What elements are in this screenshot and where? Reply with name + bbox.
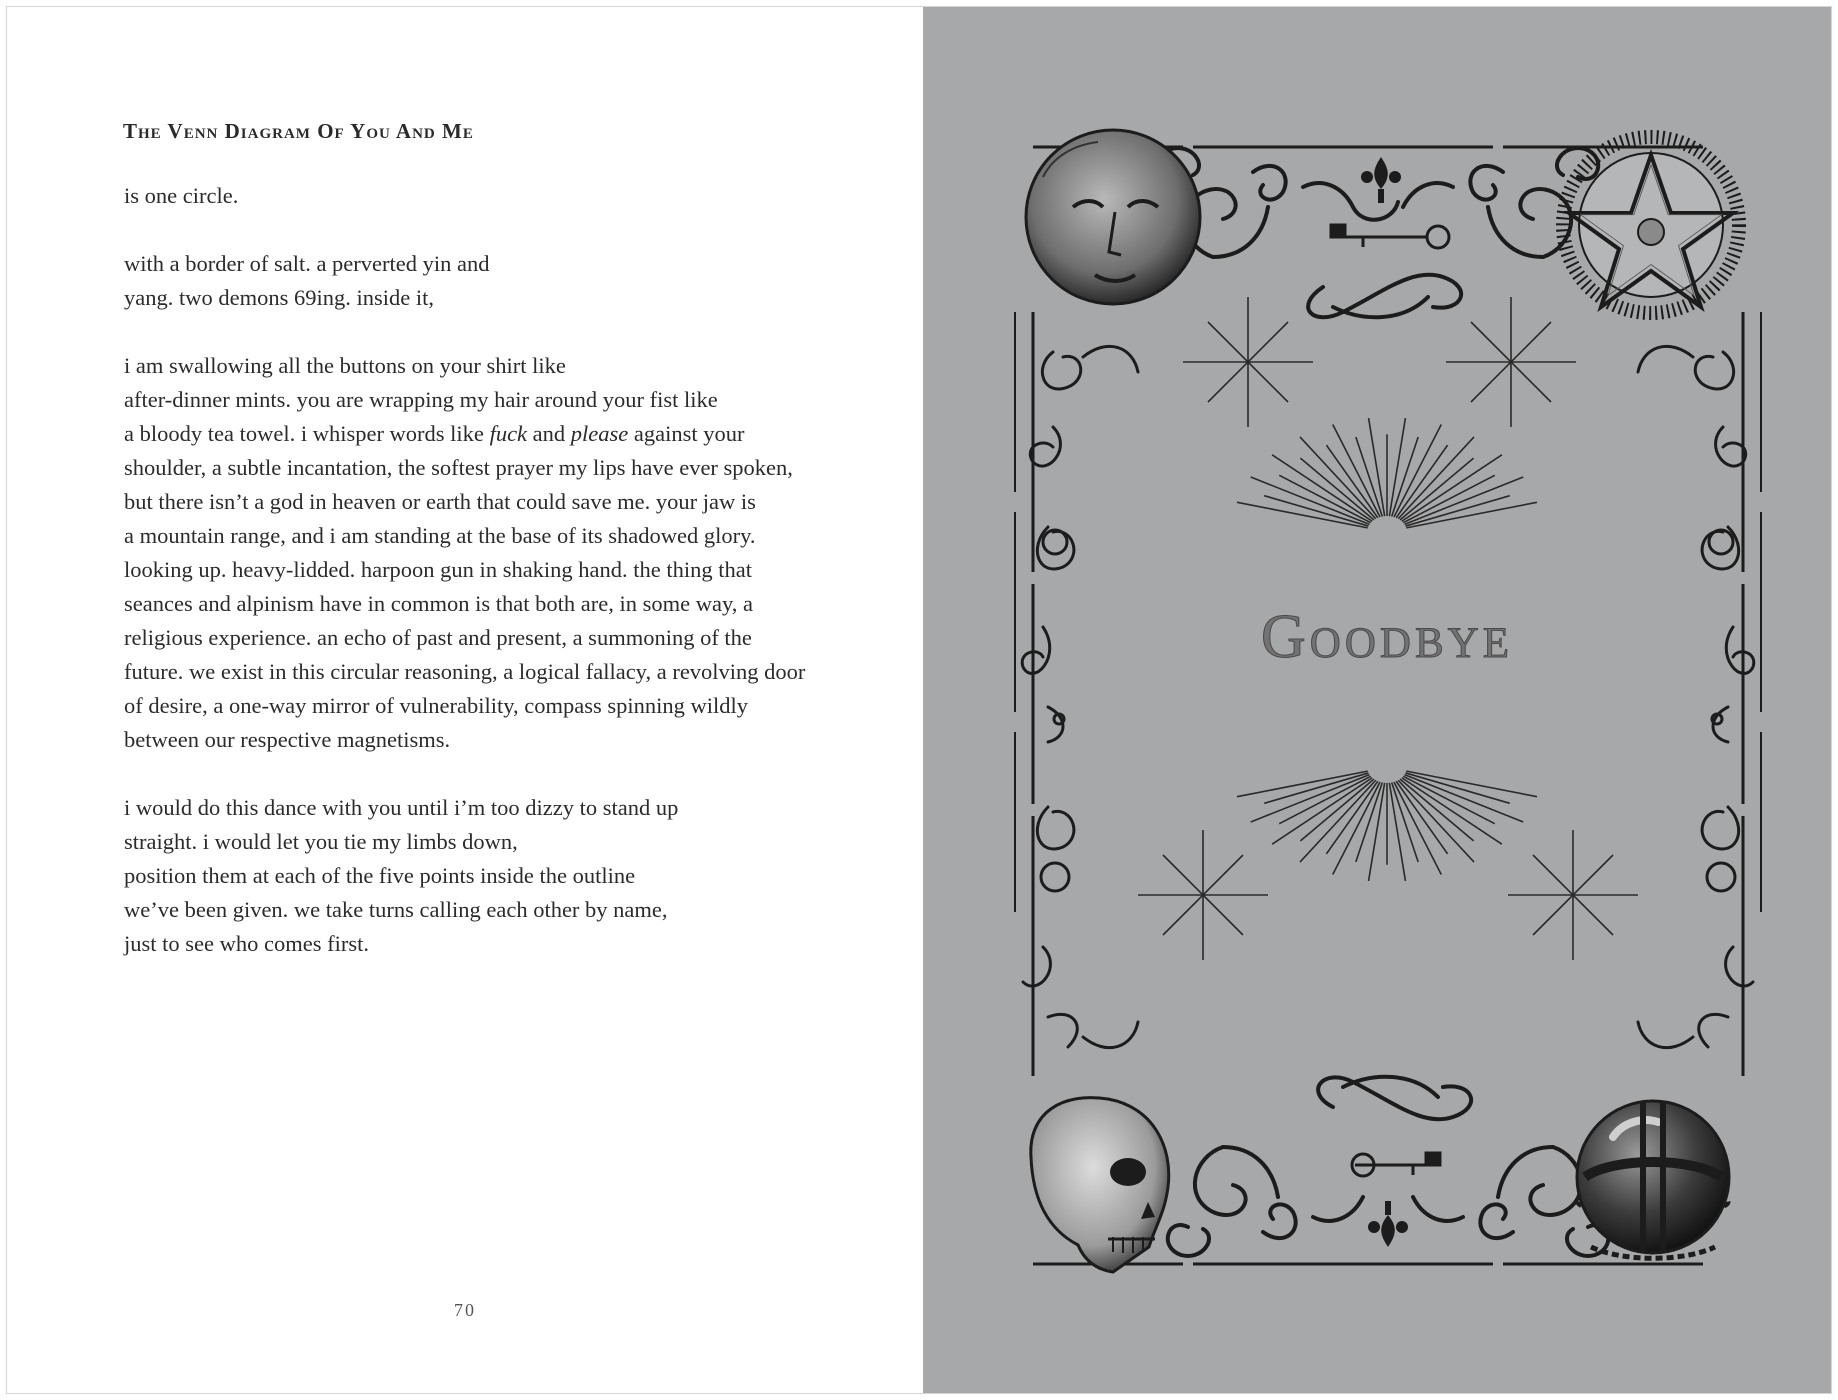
poem-line: position them at each of the five points inside the outline <box>124 863 636 888</box>
poem-line: of desire, a one-way mirror of vulnerability, compass spinning wildly <box>124 693 749 718</box>
page-number: 70 <box>454 1300 476 1320</box>
emphasis-word: fuck <box>489 421 528 446</box>
right-page <box>923 7 1831 1393</box>
stanza-2 <box>124 247 824 315</box>
poem-line: but there isn’t a god in heaven or earth that could save me. your jaw is <box>124 489 756 514</box>
poem-line-with-emphasis <box>124 417 824 451</box>
poem-line: i am swallowing all the buttons on your shirt like <box>124 353 566 378</box>
poem-line: after-dinner mints. you are wrapping my hair around your fist like <box>124 387 718 412</box>
line-text: against your <box>628 421 745 446</box>
poem-line: seances and alpinism have in common is that both are, in some way, a <box>124 591 754 616</box>
sunburst-rays-bottom-icon <box>1237 771 1537 881</box>
poem-line: a mountain range, and i am standing at the base of its shadowed glory. <box>124 523 756 548</box>
line-text: a bloody tea towel. i whisper words like <box>124 421 490 446</box>
sunburst-rays-top-icon <box>1237 418 1537 528</box>
poem-line: we’ve been given. we take turns calling each other by name, <box>124 897 668 922</box>
chapter-title: Goodbye <box>1261 603 1513 671</box>
poem-line: yang. two demons 69ing. inside it, <box>124 285 434 310</box>
poem-body <box>124 179 824 995</box>
poem-line: religious experience. an echo of past and present, a summoning of the <box>124 625 752 650</box>
book-spread <box>6 6 1832 1394</box>
emphasis-word: please <box>570 421 629 446</box>
skull-icon <box>1031 1098 1169 1272</box>
ornamental-frame <box>923 7 1831 1395</box>
line-text: and <box>527 421 571 446</box>
stanza-1 <box>124 179 824 213</box>
stanza-3 <box>124 349 824 757</box>
crystal-ball-icon <box>1577 1101 1729 1258</box>
fleur-top-icon <box>1361 157 1401 203</box>
stanza-4 <box>124 791 824 961</box>
poem-line: i would do this dance with you until i’m too dizzy to stand up <box>124 795 679 820</box>
left-page <box>7 7 923 1393</box>
pentagram-sun-icon <box>1563 137 1739 313</box>
poem-line: is one circle. <box>124 183 239 208</box>
poem-line: straight. i would let you tie my limbs down, <box>124 829 518 854</box>
fleur-bottom-icon <box>1368 1201 1408 1247</box>
poem-line: shoulder, a subtle incantation, the softest prayer my lips have ever spoken, <box>124 455 793 480</box>
skeleton-key-top-icon <box>1331 225 1449 248</box>
moon-face-icon <box>1026 130 1200 304</box>
skeleton-key-bottom-icon <box>1352 1153 1440 1176</box>
poem-line: future. we exist in this circular reasoning, a logical fallacy, a revolving door <box>124 659 806 684</box>
poem-title: The Venn Diagram Of You And Me <box>123 119 474 143</box>
poem-line: just to see who comes first. <box>124 931 369 956</box>
side-scrollwork-left <box>1022 346 1138 1047</box>
side-scrollwork-right <box>1638 346 1754 1047</box>
poem-line: with a border of salt. a perverted yin and <box>124 251 490 276</box>
poem-line: between our respective magnetisms. <box>124 727 451 752</box>
poem-line: looking up. heavy-lidded. harpoon gun in shaking hand. the thing that <box>124 557 753 582</box>
